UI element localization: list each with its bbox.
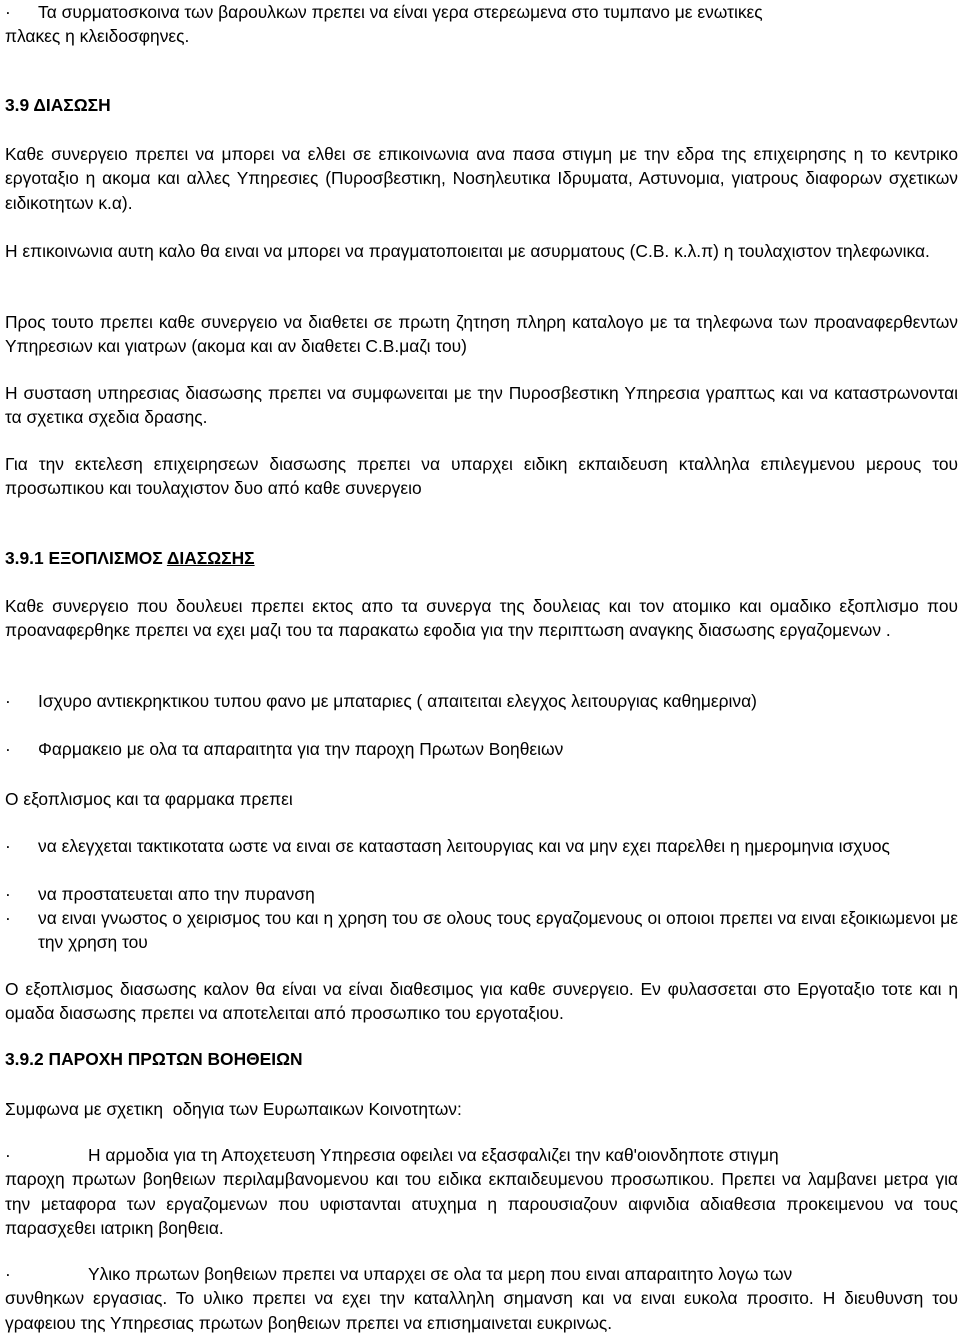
- requirement-list-item: [5, 882, 958, 907]
- section-3-9-1-paragraph-2: Ο εξοπλισμος και τα φαρμακα πρεπει: [5, 789, 293, 809]
- bullet-continuation: συνθηκων εργασιας. Το υλικο πρεπει να εχει την καταλληλη σημανση και να ειναι ευκολα προσιτο. Η διευθυνση του γραφειου της Υπηρεσιας πρωτων βοηθειων πρεπει να επισημαινεται ευκρινως.: [5, 1288, 958, 1333]
- heading-underlined-word: ΔΙΑΣΩΣΗΣ: [166, 548, 255, 568]
- section-3-9-paragraph-5: Για την εκτελεση επιχειρησεων διασωσης πρεπει να υπαρχει ειδικη εκπαιδευση κταλληλα επιλεγμενου μερους του προσωπικου και τουλαχιστον δυο από καθε συνεργειο: [5, 454, 958, 499]
- bullet-first-line: · Η αρμοδια για τη Αποχετευση Υπηρεσια οφειλει να εξασφαλιζει την καθ'οιονδηποτε στιγμη: [5, 1143, 958, 1167]
- requirement-list-item: [5, 834, 958, 883]
- section-3-9-2-heading: 3.9.2 ΠΑΡΟΧΗ ΠΡΩΤΩΝ ΒΟΗΘΕΙΩΝ: [5, 1049, 303, 1069]
- bullet-dot: ·: [5, 1264, 11, 1284]
- bullet-dot: ·: [5, 836, 11, 856]
- bullet-dot: ·: [5, 739, 11, 759]
- requirement-list-item: [5, 906, 958, 955]
- list-item-text: να ελεγχεται τακτικοτατα ωστε να ειναι σε κατασταση λειτουργιας και να μην εχει παρελθει η ημερομηνια ισχυος: [38, 836, 890, 856]
- first-aid-bullet-1: [5, 1143, 958, 1241]
- section-3-9-paragraph-4: Η συσταση υπηρεσιας διασωσης πρεπει να συμφωνειται με την Πυροσβεστικη Υπηρεσια γραπτως και να καταστρωνονται τα σχετικα σχεδια δρασης.: [5, 383, 958, 428]
- list-item-text: να ειναι γνωστος ο χειρισμος του και η χρηση του σε ολους τους εργαζομενους οι οποιοι πρεπει να ειναι εξοικιωμενοι με την χρηση του: [38, 908, 958, 953]
- section-3-9-1-paragraph-1: Καθε συνεργειο που δουλευει πρεπει εκτος απο τα συνεργα της δουλειας και τον ατομικο και ομαδικο εξοπλισμο που προαναφερθηκε πρεπει να εχει μαζι του τα παρακατω εφοδια για την περιπτωση αναγκης διασωσης εργαζομενων .: [5, 596, 958, 641]
- bullet-continuation: παροχη πρωτων βοηθειων περιλαμβανομενου και του ειδικα εκπαιδευμενου προσωπικου. Πρεπει να λαμβανει μετρα για την μεταφορα των εργαζομενων που υφιστανται ατυχημα η παρουσιαζουν αιφνιδια αδιαθεσια προκειμενου να τους παρασχεθει ιατρικη βοηθεια.: [5, 1169, 958, 1239]
- intro-line-2: πλακες η κλειδοσφηνες.: [5, 26, 190, 47]
- bullet-dot: ·: [5, 2, 11, 22]
- section-3-9-1-paragraph-3: Ο εξοπλισμος διασωσης καλον θα είναι να είναι διαθεσιμος για καθε συνεργειο. Εν φυλασσεται στο Εργοταξιο τοτε και η ομαδα διασωσης πρεπει να αποτελειται από προσωπικο του εργοταξιου.: [5, 979, 958, 1024]
- equipment-list-item: [5, 689, 958, 714]
- section-3-9-paragraph-1: Καθε συνεργειο πρεπει να μπορει να ελθει σε επικοινωνια ανα πασα στιγμη με την εδρα της επιχειρησης η το κεντρικο εργοταξιο η ακομα και αλλες Υπηρεσιες (Πυροσβεστικη, Νοσηλευτικα Ιδρυματα, Αστυνομια, γιατρους διαφορων σχετικων ειδικοτητων κ.α).: [5, 144, 958, 213]
- bullet-dot: ·: [5, 908, 11, 928]
- bullet-first-line: · Υλικο πρωτων βοηθειων πρεπει να υπαρχει σε ολα τα μερη που ειναι απαραιτητο λογω των: [5, 1262, 958, 1286]
- bullet-dot: ·: [5, 691, 11, 711]
- bullet-dot: ·: [5, 1145, 11, 1165]
- section-3-9-heading: 3.9 ΔΙΑΣΩΣΗ: [5, 95, 111, 115]
- bullet-dot: ·: [5, 884, 11, 904]
- section-3-9-paragraph-2: Η επικοινωνια αυτη καλο θα ειναι να μπορει να πραγματοποιειται με ασυρματους (C.B. κ.λ.π) η τουλαχιστον τηλεφωνικα.: [5, 241, 930, 261]
- first-aid-bullet-2: [5, 1262, 958, 1335]
- list-item-text: να προστατευεται απο την πυρανση: [38, 884, 315, 904]
- list-item-text: Φαρμακειο με ολα τα απαραιτητα για την παροχη Πρωτων Βοηθειων: [38, 739, 564, 759]
- section-3-9-paragraph-3: Προς τουτο πρεπει καθε συνεργειο να διαθετει σε πρωτη ζητηση πληρη καταλογο με τα τηλεφωνα των προαναφερθεντων Υπηρεσιων και γιατρων (ακομα και αν διαθετει C.B.μαζι του): [5, 312, 958, 357]
- intro-line-1: · Τα συρματοσκοινα των βαρουλκων πρεπει να είναι γερα στερεωμενα στο τυμπανο με ενωτικες: [5, 0, 958, 24]
- intro-paragraph: [5, 0, 958, 49]
- section-3-9-2-paragraph-1: Συμφωνα με σχετικη οδηγια των Ευρωπαικων Κοινοτητων:: [5, 1099, 462, 1119]
- list-item-text: Ισχυρο αντιεκρηκτικου τυπου φανο με μπαταριες ( απαιτειται ελεγχος λειτουργιας καθημερινα): [38, 691, 757, 711]
- equipment-list-item: [5, 737, 958, 762]
- section-3-9-1-heading: 3.9.1 ΕΞΟΠΛΙΣΜΟΣ ΔΙΑΣΩΣΗΣ: [5, 548, 255, 568]
